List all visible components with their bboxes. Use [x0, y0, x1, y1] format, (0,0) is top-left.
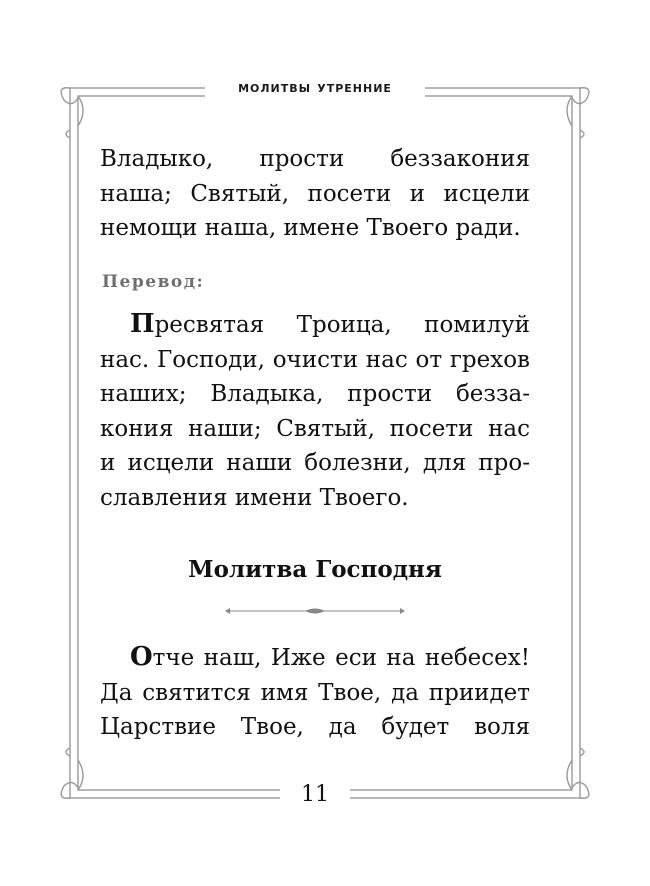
drop-cap: О: [130, 642, 153, 672]
text-line: [100, 307, 530, 343]
text-line-rest: тче наш, Иже еси на небесех!: [152, 645, 530, 671]
text-line: кония наши; Святый, посети нас: [100, 415, 530, 442]
prayer-paragraph-1: [100, 142, 530, 246]
text-line: наша; Святый, посети и исцели: [100, 180, 530, 207]
text-line-rest: ресвятая Троица, помилуй: [154, 312, 530, 338]
text-line: Да святится имя Твое, да приидет: [100, 679, 530, 706]
text-line: наших; Владыка, прости безза-: [100, 381, 530, 407]
page-number: 11: [280, 780, 350, 810]
section-title: Молитва Господня: [188, 556, 442, 583]
translation-label: Перевод:: [102, 272, 205, 292]
lords-prayer-paragraph: [100, 640, 530, 745]
translation-paragraph: [100, 307, 530, 515]
running-header: молитвы утренние: [205, 75, 425, 99]
text-line: [100, 640, 530, 676]
text-line: Царствие Твое, да будет воля: [100, 714, 530, 740]
text-line: немощи наша, имене Твоего ради.: [100, 215, 521, 241]
drop-cap: П: [130, 309, 155, 339]
text-line: славления имени Твоего.: [100, 484, 409, 511]
text-line: нас. Господи, очисти нас от грехов: [100, 346, 530, 373]
text-line: Владыко, прости беззакония: [100, 146, 530, 172]
divider-ornament: [225, 604, 405, 618]
text-line: и исцели наши болезни, для про-: [100, 450, 530, 476]
